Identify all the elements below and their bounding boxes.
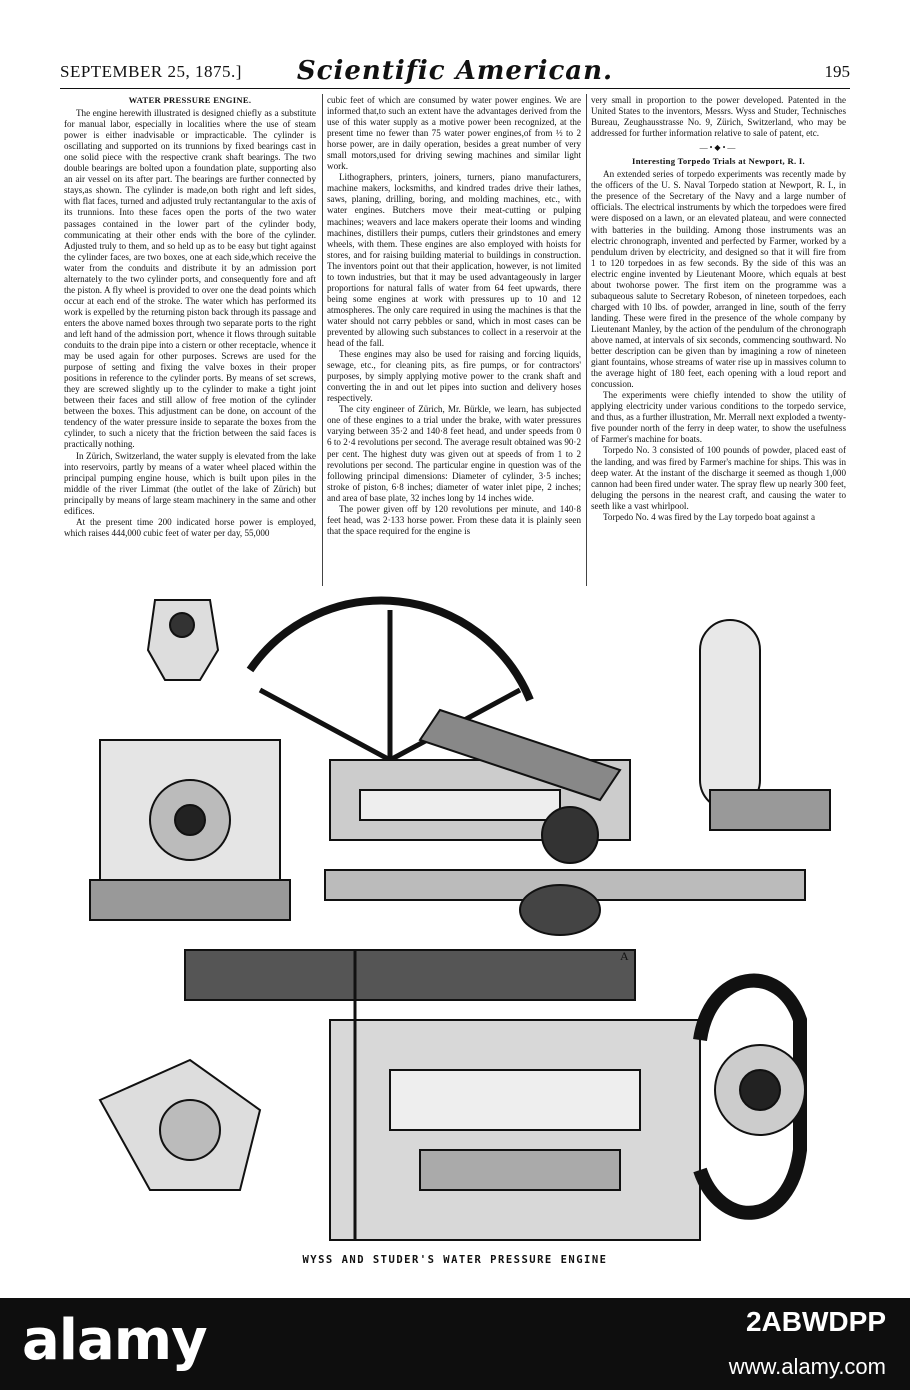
figure-caption: WYSS AND STUDER'S WATER PRESSURE ENGINE: [302, 1254, 608, 1266]
column-divider: [586, 94, 587, 586]
image-id: 2ABWDPP: [745, 1306, 886, 1337]
paragraph: In Zürich, Switzerland, the water supply is elevated from the lake into reservoirs, partly by means of a water wheel placed within the principal pumping engine house, which is built upon piles in the middle of the river Limmat (the outlet of the lake of Zürich) but principally by means of large steam machinery in the same and other edifices.: [64, 450, 316, 516]
column-divider: [322, 94, 323, 586]
publication-title: Scientific American.: [296, 56, 614, 86]
alamy-logo: alamy: [22, 1308, 207, 1373]
masthead-rule: [60, 88, 850, 89]
paragraph: The experiments were chiefly intended to show the utility of applying electricity under various conditions to the torpedo service, and thus, as a further illustration, Mr. Merrall next exploded a twenty-five pounder north of the ferry in deep water, to show the usefulness of Farmer's machine for boats.: [591, 390, 846, 445]
paragraph: The engine herewith illustrated is designed chiefly as a substitute for manual labor, especially in localities where the use of steam power is either inadvisable or impracticable. The cylinder is oscillating and supported on its trunnions by fixed bearings cast in one solid piece with the respective crank shaft bearings. The two double bearings are bolted upon a foundation plate, supporting also an air vessel on its after part. The bearings are further connected by stays,as shown. The cylinder is made,on both right and left sides, with flat faces, turned and adjusted truly rectantangular to the axis of its trunnions. Into these faces open the ports of the two water passages contained in the lower part of the cylinder body, communicating at their other ends with the bore of the cylinder. Adjusted truly to them, and so held up as to be easy but tight against the cylinder faces, are two boxes, one at each side,which receive the water from the conduits and distribute it by an admission port alternately to the two cylinder ports, and consequently fore and aft the piston. A fly wheel is provided to over one the dead points which occur at each end of the stroke. The water which has performed its work is expelled by the returning piston back through its passage and enters the above named boxes through two separate ports to the right and left hand of the admission port, whence it flows through suitable conduits to the drain pipe into a cistern or other receptacle, whence it may be used again for other purposes. Screws are used for the purpose of setting and fixing the valve boxes in their proper positions in reference to the cylinder ports. By means of set screws, they are screwed slightly up to the cylinder to make a tight joint between their faces and still allow of free motion of the cylinder between the boxes. This adjustment can be done, on account of the tendency of the water pressure inside to separate the boxes from the cylinder, to such a nicety that the friction between the said faces is practically nothing.: [64, 108, 316, 450]
paragraph: Torpedo No. 3 consisted of 100 pounds of powder, placed east of the landing, and was fired by Farmer's machine for ships. This was in deep water. At the instant of the discharge it seemed as though 1,000 cannon had been fired under water. The spray flew up nearly 300 feet, deluging the persons in the nearest craft, and causing the water to seeth like a vast whirlpool.: [591, 445, 846, 511]
paragraph: Lithographers, printers, joiners, turners, piano manufacturers, machine makers, locksmiths, and kindred trades drive their lathes, saws, planing, drilling, boring, and molding machines, etc., with water engines. Butchers move their meat-cutting or pulping machines; weavers and lace makers operate their looms and winding machines, distillers their pumps, cutlers their grindstones and emery wheels, with them. These engines are also employed with hoists for stores, and for raising building material to buildings in construction. The inventors point out that their application, however, is not limited to town industries, but that it may be used advantageously in larger proportions for natural falls of water from 64 feet upwards, there being some engines at work with pressures up to 10 and 12 atmospheres. The only care required in using the machines is that the water should not carry pebbles or sand, which in most cases can be prevented by allowing such substances to collect in a reservoir at the head of the fall.: [327, 172, 581, 349]
paragraph: At the present time 200 indicated horse power is employed, which raises 444,000 cubic feet of water per day, 55,000: [64, 516, 316, 538]
page-number: 195: [824, 62, 850, 81]
issue-date: SEPTEMBER 25, 1875.]: [60, 62, 242, 81]
paragraph: The power given off by 120 revolutions per minute, and 140·8 feet head, was 2·133 horse power. From these data it is plainly seen that the space required for the engine is: [327, 503, 581, 536]
paragraph: The city engineer of Zürich, Mr. Bürkle, we learn, has subjected one of these engines to a trial under the brake, with water pressures varying between 35·2 and 140·8 feet head, and under speeds from 0 6 to 2·4 revolutions per second. The average result obtained was 90·2 per cent. The highest duty was given out at speeds of from 1 to 2 revolutions per second. The particular engine in question was of the following principal dimensions: Diameter of cylinder, 3·5 inches; stroke of piston, 6·8 inches; diameter of water inlet pipe, 2 inches; and area of base plate, 32 inches long by 14 inches wide.: [327, 404, 581, 503]
paragraph: cubic feet of which are consumed by water power engines. We are informed that,to such an extent have the advantages derived from the use of this water supply as a motive power been recognized, at the present time no fewer than 75 water power engines,of from ½ to 2 horse power, are in daily operation, besides a great number of very small motors,used for driving sewing machines and similar light work.: [327, 95, 581, 172]
figure-label-a: A: [620, 949, 629, 963]
column-1: [64, 95, 316, 539]
article-heading: Interesting Torpedo Trials at Newport, R. I.: [632, 156, 805, 167]
paragraph: very small in proportion to the power developed. Patented in the United States to the inventors, Messrs. Wyss and Studer, Technisches Bureau, Zeughausstrasse No. 9, Zürich, Switzerland, who may be addressed for further information relative to sale of patent, etc.: [591, 95, 846, 139]
article-heading: WATER PRESSURE ENGINE.: [128, 95, 252, 105]
section-divider: —•◆•—: [699, 143, 738, 153]
engine-engraving: [60, 590, 850, 1350]
paragraph: Torpedo No. 4 was fired by the Lay torpedo boat against a: [603, 511, 815, 522]
column-3: [591, 95, 846, 523]
masthead: [60, 58, 850, 88]
column-2: [327, 95, 581, 537]
paragraph: These engines may also be used for raising and forcing liquids, sewage, etc., for cleaning pits, as fire pumps, or for contractors' purposes, by simply applying motive power to the crank shaft and converting the in and out let pipes into suction and delivery hoses respectively.: [327, 349, 581, 404]
site-url: www.alamy.com: [728, 1354, 886, 1379]
watermark-bar: [0, 1298, 910, 1390]
paragraph: An extended series of torpedo experiments was recently made by the officers of the U. S. Naval Torpedo station at Newport, R. I., in the presence of the Secretary of the Navy and a large number of officials. The electrical instruments by which the torpedoes were fired were disposed on a lawn, or an elevated plateau, and were connected with batteries in the building. Among those instruments was an electric chronograph, invented and perfected by Farmer, worked by a pendulum driven by electricity, and designed so that it will fire from 1 to 120 torpedoes in as few seconds. By the side of this was an electric engine invented by Lieutenant Moore, which equals at best about twohorse power. The first item on the programme was a subaqueous salute to Secretary Robeson, of nineteen torpedoes, each charged with 10 lbs. of powder, arranged in line, south of the ferry landing. These were fired in the presence of the whole company by Lieutenant Manley, by the action of the pendulum of the chronograph above named, at intervals of six seconds, commencing southward. No better description can be given than by imagining a row of nineteen giant fountains, whose streams of water rise up in massives column to the average hight of 180 feet, each opening with a loud report and concussion.: [591, 169, 846, 390]
